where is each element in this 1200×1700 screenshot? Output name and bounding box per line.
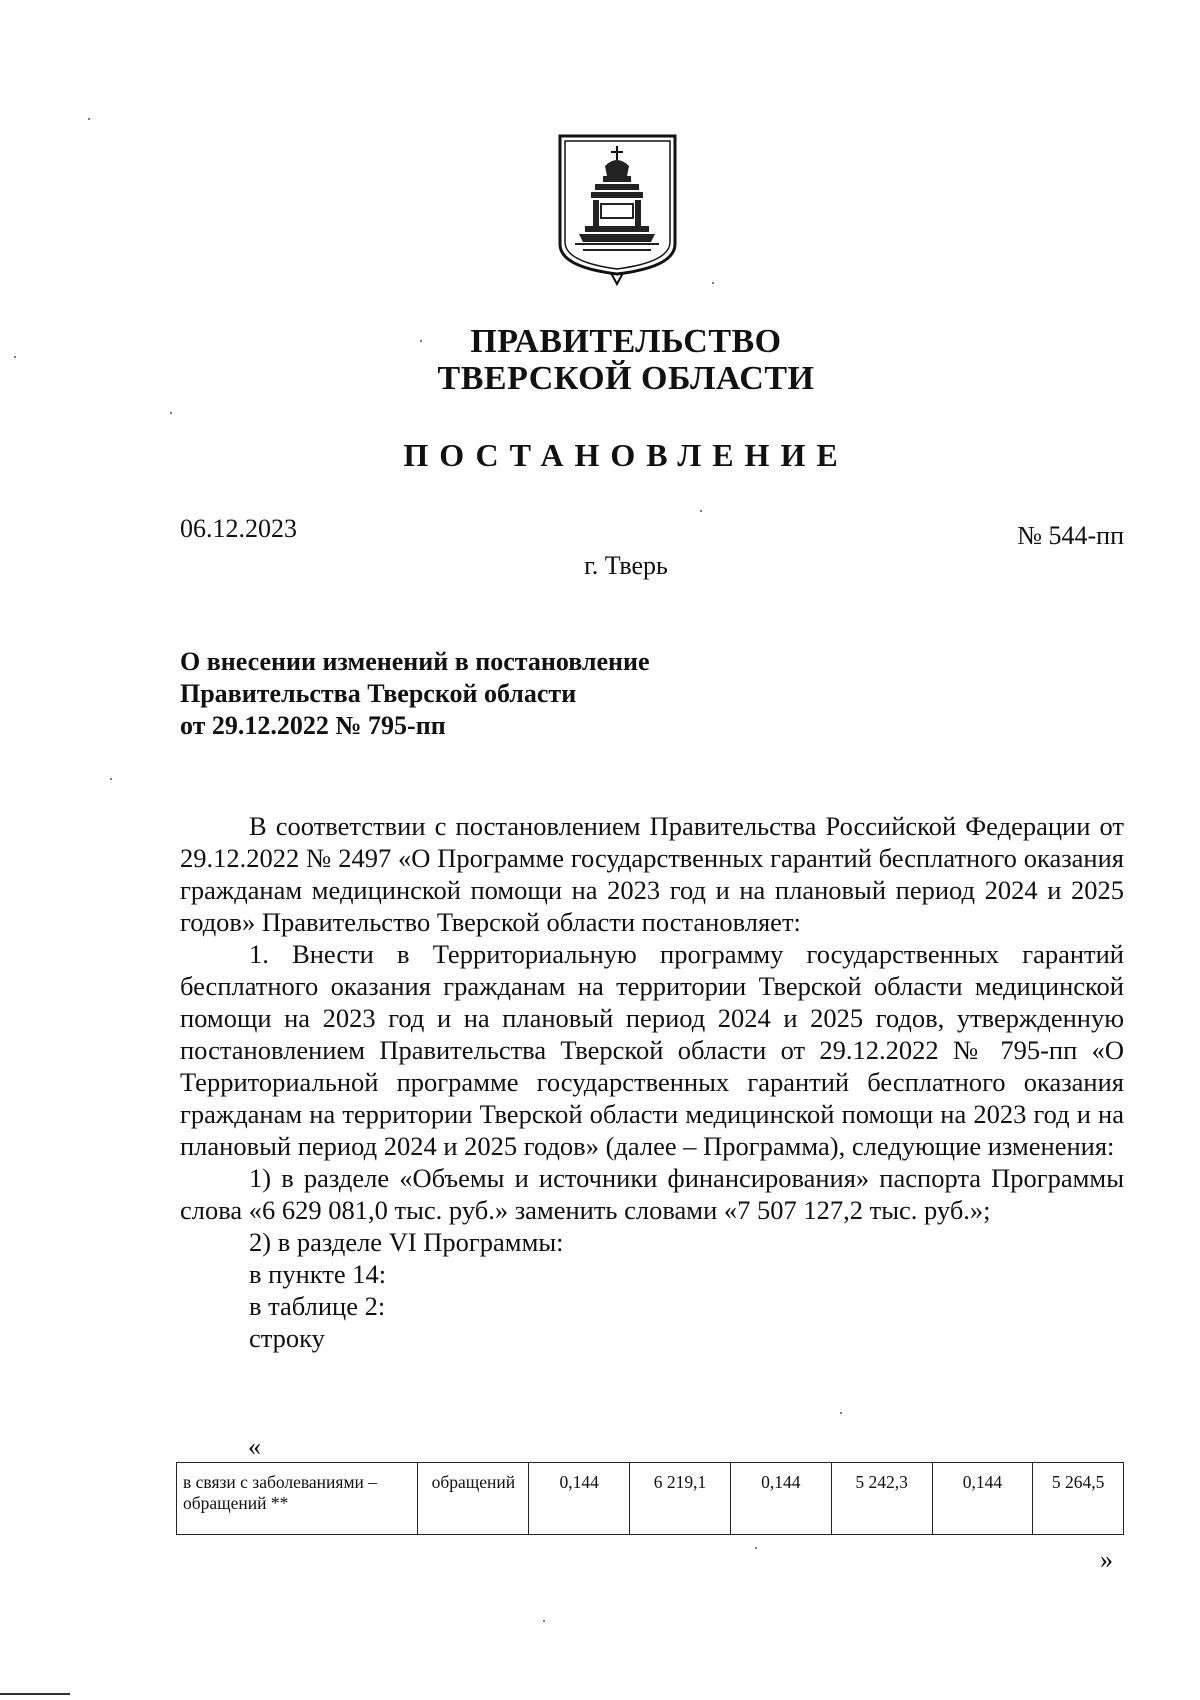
table-cell-value: 6 219,1 [630,1463,731,1535]
amendment-table [176,1462,1124,1535]
paragraph-row: строку [249,1323,325,1353]
government-title-line1: ПРАВИТЕЛЬСТВО [470,323,782,360]
paragraph-preamble: В соответствии с постановлением Правительства Российской Федерации от 29.12.2022 № 2497 «О Программе государственных гарантий бесплатного оказания гражданам медицинской помощи на 2023 год и на плановый период 2024 и 2025 годов» Правительство Тверской области постановляет: [180,811,1124,937]
table-cell-value: 5 242,3 [831,1463,932,1535]
table-cell-description: в связи с заболеваниями – обращений ** [177,1463,418,1535]
paragraph-point-14: в пункте 14: [249,1259,387,1289]
table-row [177,1463,1124,1535]
quote-close-mark: » [1100,1545,1113,1574]
paragraph-item-1: 1. Внести в Территориальную программу государственных гарантий бесплатного оказания гражданам на территории Тверской области медицинской помощи на 2023 год и на плановый период 2024 и 2025 годов, утвержденную постановлением Правительства Тверской области от 29.12.2022 № 795-пп «О Территориальной программе государственных гарантий бесплатного оказания гражданам на территории Тверской области медицинской помощи на 2023 год и на плановый период 2024 и 2025 годов» (далее – Программа), следующие изменения: [180,939,1124,1161]
decree-heading: ПОСТАНОВЛЕНИЕ [403,437,849,473]
quote-open-mark: « [248,1432,261,1461]
table-cell-value: 0,144 [730,1463,831,1535]
subject-line3: от 29.12.2022 № 795-пп [180,711,446,740]
subject-line2: Правительства Тверской области [180,679,577,708]
document-number: № 544-пп [1017,521,1124,550]
tver-coat-of-arms-emblem [555,132,685,292]
document-city: г. Тверь [584,551,668,580]
document-body [180,810,1124,1354]
table-cell-unit: обращений [418,1463,529,1535]
table-cell-value: 5 264,5 [1033,1463,1124,1535]
paragraph-table-2: в таблице 2: [249,1291,386,1321]
paragraph-subitem-2: 2) в разделе VI Программы: [249,1227,564,1257]
government-title [0,323,1200,397]
subject-line1: О внесении изменений в постановление [180,647,650,676]
document-date: 06.12.2023 [180,514,297,543]
government-title-line2: ТВЕРСКОЙ ОБЛАСТИ [437,360,815,397]
table-cell-value: 0,144 [932,1463,1033,1535]
paragraph-subitem-1: 1) в разделе «Объемы и источники финансирования» паспорта Программы слова «6 629 081,0 тыс. руб.» заменить словами «7 507 127,2 тыс. руб.»; [180,1163,1124,1225]
document-subject [180,646,650,742]
scan-edge-line [0,1693,70,1695]
table-cell-value: 0,144 [529,1463,630,1535]
